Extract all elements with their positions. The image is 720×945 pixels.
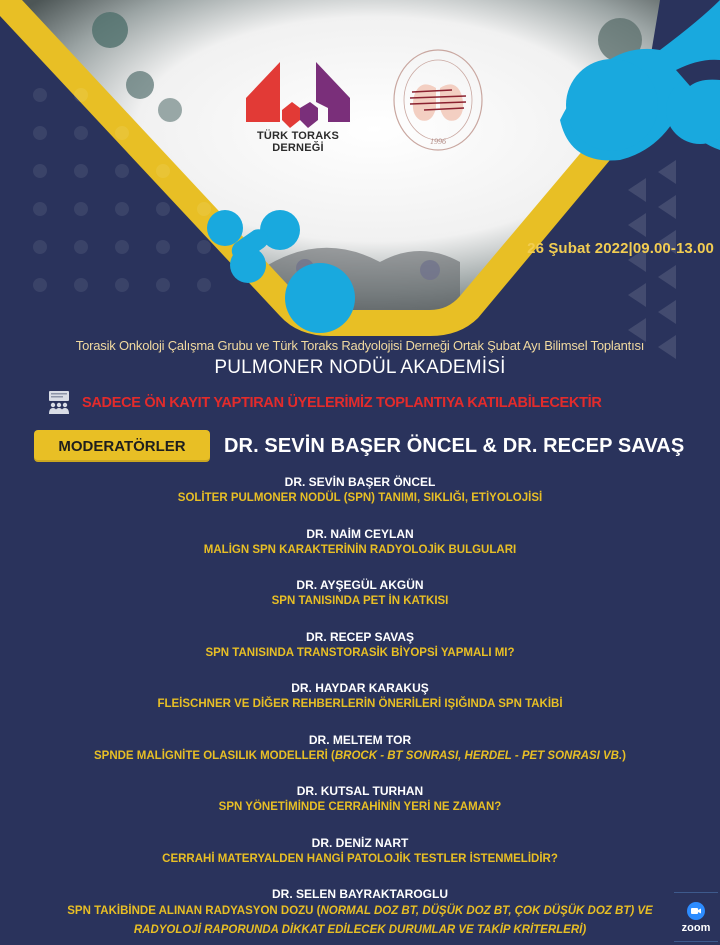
zoom-label: zoom xyxy=(681,921,711,934)
moderators-names: DR. SEVİN BAŞER ÖNCEL & DR. RECEP SAVAŞ xyxy=(224,434,685,457)
speaker-topic: CERRAHİ MATERYALDEN HANGİ PATOLOJİK TESTLER İSTENMELİDİR? xyxy=(162,852,558,865)
speaker-item xyxy=(0,835,720,887)
speaker-item xyxy=(0,577,720,629)
speaker-topic-italic: BROCK - BT SONRASI, HERDEL - PET SONRASI VB. xyxy=(334,749,623,762)
speaker-topic-text: SPN TAKİBİNDE ALINAN RADYASYON DOZU ( xyxy=(67,905,321,917)
speaker-name: DR. DENİZ NART xyxy=(311,835,409,850)
speaker-item xyxy=(0,629,720,681)
event-date-time: 26 Şubat 2022|09.00-13.00 xyxy=(527,240,714,257)
speaker-list xyxy=(0,474,720,938)
moderators-row xyxy=(34,430,684,462)
zoom-platform-badge xyxy=(674,892,718,942)
svg-text:1996: 1996 xyxy=(430,137,446,146)
speaker-topic xyxy=(0,748,720,765)
speaker-topic: SPN YÖNETİMİNDE CERRAHİNİN YERİ NE ZAMAN? xyxy=(218,801,502,813)
speaker-item xyxy=(0,474,720,526)
speaker-name: DR. KUTSAL TURHAN xyxy=(296,784,424,798)
speaker-topic: SPN TANISINDA TRANSTORASİK BİYOPSİ YAPMALI MI? xyxy=(205,646,515,659)
registration-notice-text: SADECE ÖN KAYIT YAPTIRAN ÜYELERİMİZ TOPLANTIYA KATILABİLECEKTİR xyxy=(82,395,602,411)
speaker-name: DR. HAYDAR KARAKUŞ xyxy=(291,681,429,695)
speaker-item xyxy=(0,783,720,835)
event-title: PULMONER NODÜL AKADEMİSİ xyxy=(214,357,506,378)
speaker-name: DR. SELEN BAYRAKTAROGLU xyxy=(271,887,448,901)
hero-artwork xyxy=(0,0,720,340)
speaker-item xyxy=(0,886,720,938)
event-subtitle: Torasik Onkoloji Çalışma Grubu ve Türk Toraks Radyolojisi Derneği Ortak Şubat Ayı Bilimsel Toplantısı xyxy=(75,338,645,353)
speaker-topic: SPN TANISINDA PET İN KATKISI xyxy=(271,595,449,607)
speaker-name: DR. RECEP SAVAŞ xyxy=(305,629,415,644)
speaker-topic: SOLİTER PULMONER NODÜL (SPN) TANIMI, SIKLIĞI, ETİYOLOJİSİ xyxy=(177,492,543,504)
speaker-item xyxy=(0,680,720,732)
speaker-topic xyxy=(0,902,720,940)
speaker-topic-text: ) xyxy=(622,749,627,762)
zoom-camera-icon xyxy=(686,901,706,921)
turk-toraks-dernegi-label: TÜRK TORAKS DERNEĞİ xyxy=(256,130,340,154)
speaker-name: DR. NAİM CEYLAN xyxy=(306,526,414,541)
registration-notice xyxy=(46,390,602,416)
lungs-seal-logo xyxy=(390,48,486,152)
moderators-badge: MODERATÖRLER xyxy=(34,430,210,462)
speaker-item xyxy=(0,732,720,784)
speaker-name: DR. MELTEM TOR xyxy=(308,732,412,747)
speaker-topic: FLEİSCHNER VE DİĞER REHBERLERİN ÖNERİLERİ IŞIĞINDA SPN TAKİBİ xyxy=(157,698,563,710)
speaker-topic: MALİGN SPN KARAKTERİNİN RADYOLOJİK BULGULARI xyxy=(203,543,517,556)
speaker-name: DR. AYŞEGÜL AKGÜN xyxy=(296,578,424,592)
speaker-topic-text: SPNDE MALİGNİTE OLASILIK MODELLERİ ( xyxy=(93,749,335,762)
speaker-name: DR. SEVİN BAŞER ÖNCEL xyxy=(284,475,436,489)
presentation-audience-icon xyxy=(46,390,72,416)
speaker-item xyxy=(0,526,720,578)
speaker-topic-italic: NORMAL DOZ BT, DÜŞÜK DOZ BT, ÇOK DÜŞÜK DOZ BT) VE RADYOLOJİ RAPORUNDA DİKKAT EDİLECEK DURUMLAR VE TAKİP KRİTERLERİ) xyxy=(133,905,653,936)
